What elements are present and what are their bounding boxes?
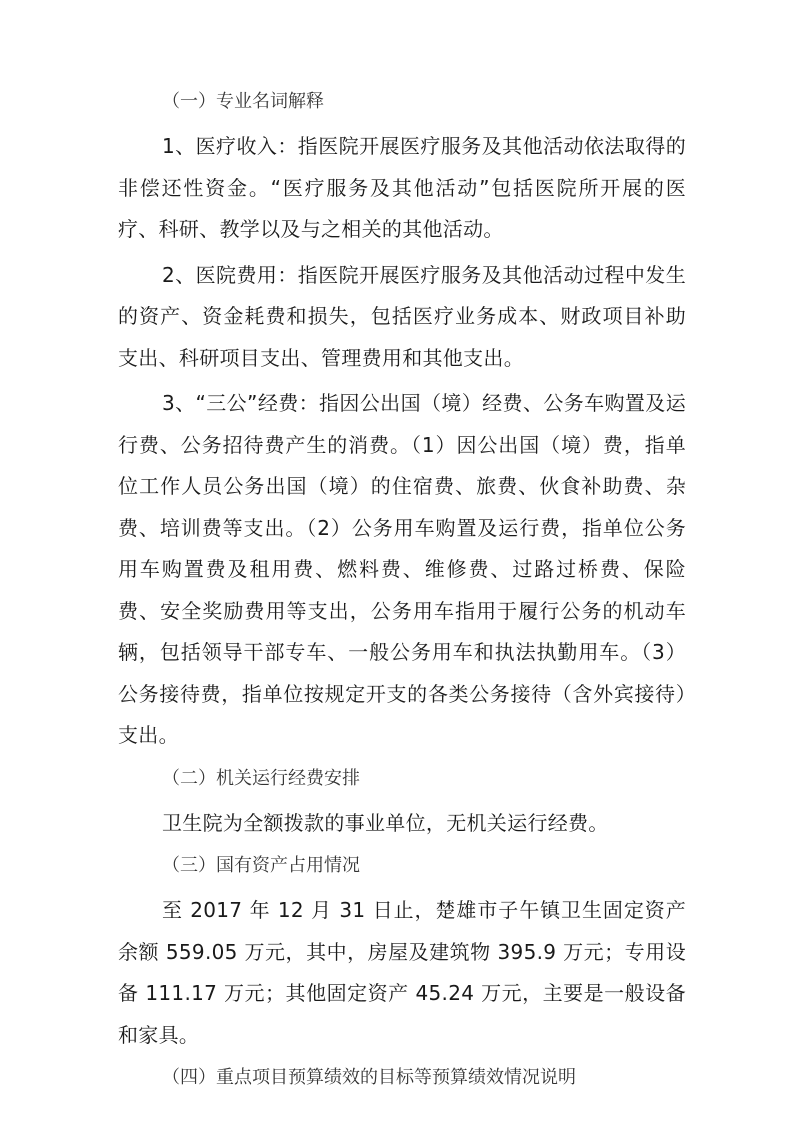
section-heading-performance: （四）重点项目预算绩效的目标等预算绩效情况说明 [162,1067,576,1088]
operating-funds-text: 卫生院为全额拨款的事业单位，无机关运行经费。 [162,810,609,835]
section-heading-terms: （一）专业名词解释 [162,91,324,112]
section-heading-operating-funds: （二）机关运行经费安排 [162,767,360,789]
section-heading-state-assets: （三）国有资产占用情况 [162,855,360,876]
document-body [118,84,686,1102]
term-three-public-expenses: 3、“三公”经费：指因公出国（境）经费、公务车购置及运行费、公务招待费产生的消费。（1）因公出国（境）费，指单位工作人员公务出国（境）的住宿费、旅费、伙食补助费、杂费、培训费等支出。（2）公务用车购置及运行费，指单位公务用车购置费及租用费、燃料费、维修费、过路过桥费、保险费、安全奖励费用等支出，公务用车指用于履行公务的机动车辆，包括领导干部专车、一般公务用车和执法执勤用车。（3）公务接待费，指单位按规定开支的各类公务接待（含外宾接待）支出。 [118,391,686,747]
term-hospital-expenses: 2、医院费用：指医院开展医疗服务及其他活动过程中发生的资产、资金耗费和损失，包括医疗业务成本、财政项目补助支出、科研项目支出、管理费用和其他支出。 [118,262,686,370]
state-assets-text: 至 2017 年 12 月 31 日止，楚雄市子午镇卫生固定资产余额 559.05 万元，其中，房屋及建筑物 395.9 万元；专用设备 111.17 万元；其他固定资产 45.24 万元，主要是一般设备和家具。 [118,898,686,1047]
term-medical-income: 1、医疗收入：指医院开展医疗服务及其他活动依法取得的非偿还性资金。“医疗服务及其他活动”包括医院所开展的医疗、科研、教学以及与之相关的其他活动。 [118,134,686,241]
